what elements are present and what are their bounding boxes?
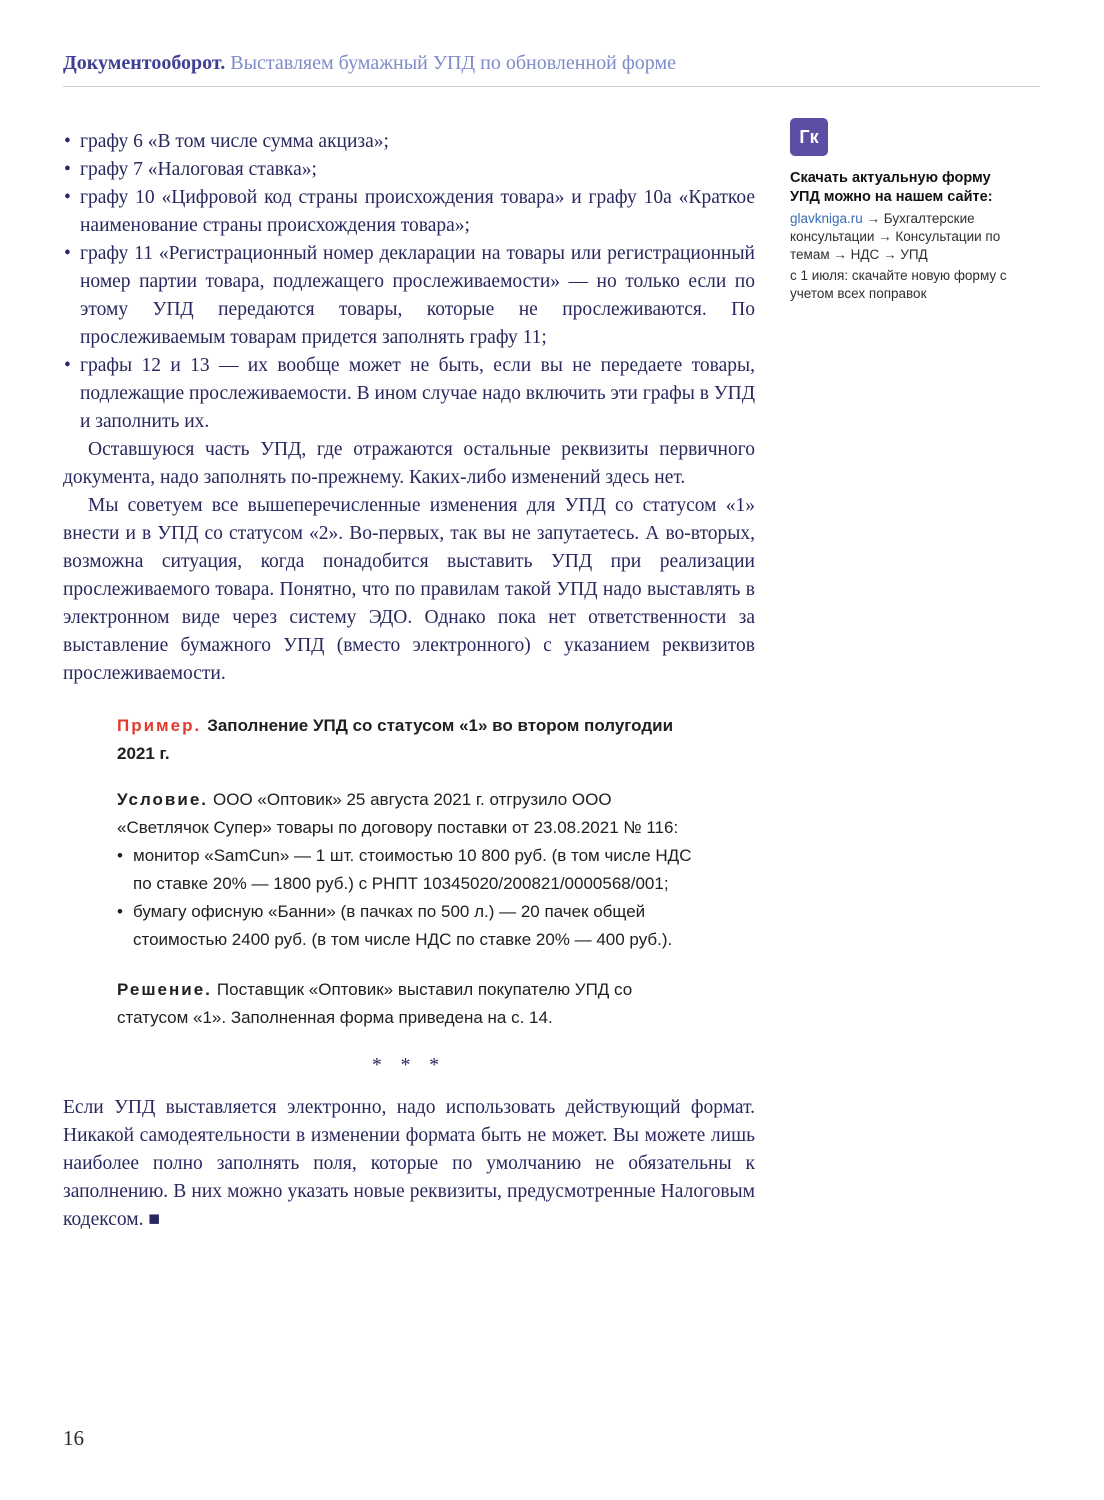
list-item-text: графу 10 «Цифровой код страны происхождения товара» и графу 10а «Краткое наименование страны происхождения товара»; [80,187,755,236]
list-item-text: графу 7 «Налоговая ставка»; [80,159,317,180]
list-item [63,240,755,352]
sidebar [790,118,1022,303]
glavkniga-logo-text: Гк [799,126,819,147]
page-header [63,50,1040,76]
sidebar-path-text: → Бухгалтерские консультации → Консультации по темам → НДС → УПД [790,211,1001,262]
list-item-text: графы 12 и 13 — их вообще может не быть, если вы не передаете товары, подлежащие прослеживаемости. В ином случае надо включить эти графы в УПД и заполнить их. [80,355,755,432]
list-item-text: монитор «SamCun» — 1 шт. стоимостью 10 800 руб. (в том числе НДС по ставке 20% — 1800 руб.) с РНПТ 10345020/200821/0000568/001; [133,846,692,893]
example-heading [117,712,695,768]
header-divider [63,86,1040,87]
glavkniga-link[interactable]: glavkniga.ru [790,211,863,226]
list-item-text: графу 11 «Регистрационный номер декларации на товары или регистрационный номер партии товара, подлежащего прослеживаемости» — но только если по этому УПД передаются товары, которые не прослеживаются. По прослеживаемым товарам придется заполнять графу 11; [80,243,755,348]
body-paragraph: Мы советуем все вышеперечисленные изменения для УПД со статусом «1» внести и в УПД со статусом «2». Во-первых, так вы не запутаетесь. А во-вторых, возможна ситуация, когда понадобится выставить УПД при реализации прослеживаемого товара. Понятно, что по правилам такой УПД надо выставлять в электронном виде через систему ЭДО. Однако пока нет ответственности за выставление бумажного УПД (вместо электронного) с указанием реквизитов прослеживаемости. [63,495,755,684]
list-item [117,898,695,954]
page-number: 16 [63,1426,84,1450]
condition-text: ООО «Оптовик» 25 августа 2021 г. отгрузило ООО «Светлячок Супер» товары по договору поставки от 23.08.2021 № 116: [117,790,679,837]
solution-text: Поставщик «Оптовик» выставил покупателю УПД со статусом «1». Заполненная форма приведена на с. 14. [117,980,633,1027]
solution-label: Решение. [117,980,212,999]
section-divider: * * * [372,1055,446,1076]
list-item-text: бумагу офисную «Банни» (в пачках по 500 л.) — 20 пачек общей стоимостью 2400 руб. (в том числе НДС по ставке 20% — 400 руб.). [133,902,673,949]
list-item-text: графу 6 «В том числе сумма акциза»; [80,131,389,152]
body-paragraph: Оставшуюся часть УПД, где отражаются остальные реквизиты первичного документа, надо заполнять по-прежнему. Каких-либо изменений здесь нет. [63,439,755,488]
list-item [63,184,755,240]
example-condition [117,786,695,842]
example-title-text: Заполнение УПД со статусом «1» во втором полугодии 2021 г. [117,716,674,763]
article-title: Выставляем бумажный УПД по обновленной форме [230,52,677,74]
sidebar-note: с 1 июля: скачайте новую форму с учетом всех поправок [790,268,1007,301]
example-solution [117,976,695,1032]
condition-items-list [117,842,695,954]
list-item [63,156,755,184]
example-block [117,712,695,1032]
condition-label: Условие. [117,790,208,809]
closing-paragraph: Если УПД выставляется электронно, надо использовать действующий формат. Никакой самодеятельности в изменении формата быть не может. Вы можете лишь наиболее полно заполнять поля, которые по умолчанию не обязательны к заполнению. В них можно указать новые реквизиты, предусмотренные Налоговым кодексом. ■ [63,1097,755,1230]
list-item [117,842,695,898]
article-body [63,128,755,1234]
example-label: Пример. [117,716,202,735]
section-title: Документооборот. [63,52,226,74]
upd-graph-list [63,128,755,436]
sidebar-heading: Скачать актуальную форму УПД можно на нашем сайте: [790,170,993,205]
list-item [63,128,755,156]
glavkniga-logo-icon [790,118,828,156]
sidebar-navigation-path [790,210,1022,264]
list-item [63,352,755,436]
